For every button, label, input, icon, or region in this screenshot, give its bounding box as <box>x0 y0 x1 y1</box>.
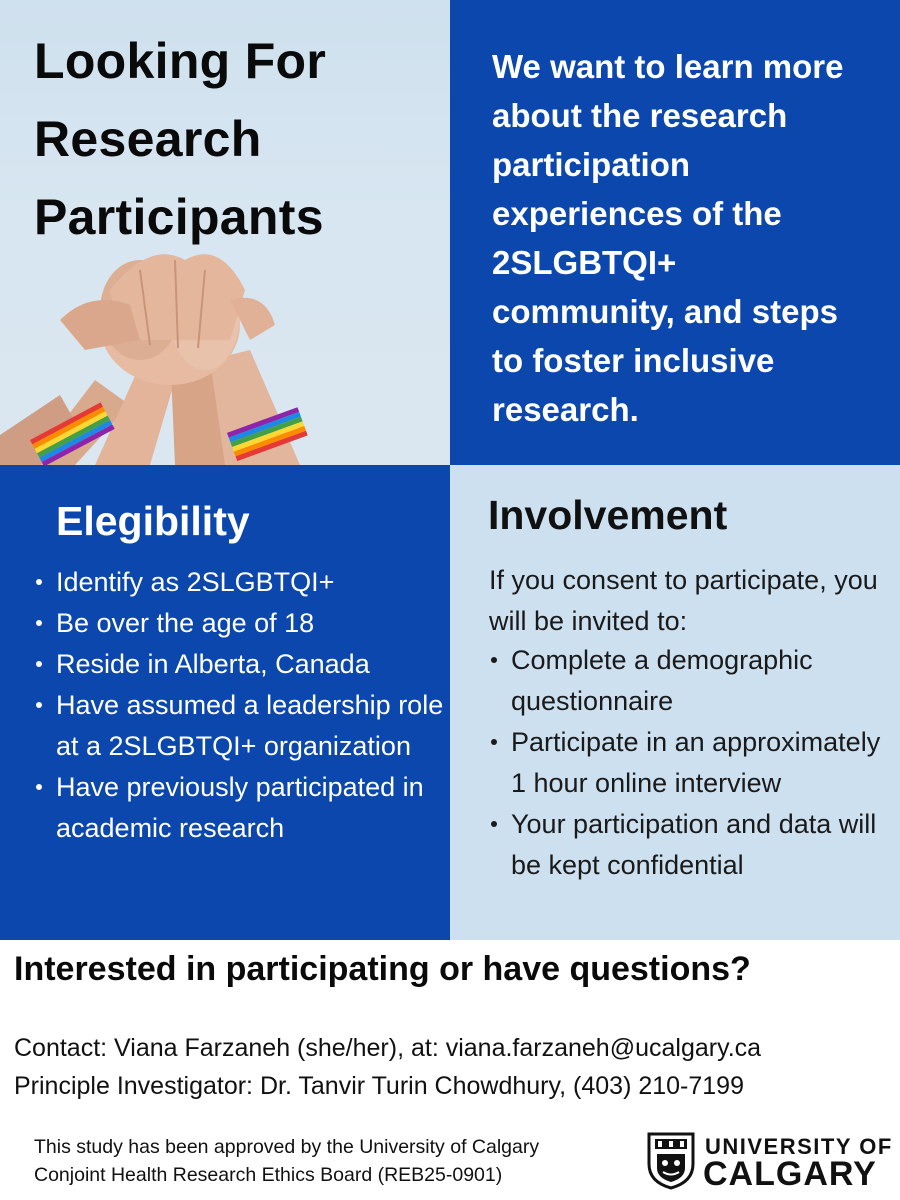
logo-text-top: UNIVERSITY OF <box>705 1134 893 1159</box>
intro-line: experiences of the <box>492 195 782 232</box>
list-item: Have assumed a leadership role at a 2SLGBTQI+ organization <box>34 685 444 767</box>
intro-line: about the research <box>492 97 788 134</box>
list-item: Be over the age of 18 <box>34 603 444 644</box>
logo-text-bottom: CALGARY <box>703 1155 877 1193</box>
ethics-approval-note <box>34 1133 634 1189</box>
intro-line: to foster inclusive <box>492 342 775 379</box>
list-item: Participate in an approximately 1 hour online interview <box>489 722 889 804</box>
principal-investigator-line: Principle Investigator: Dr. Tanvir Turin Chowdhury, (403) 210-7199 <box>14 1072 744 1100</box>
approval-line: This study has been approved by the University of Calgary <box>34 1136 540 1158</box>
eligibility-heading: Elegibility <box>56 498 250 544</box>
title-line: Looking For <box>34 33 327 89</box>
raised-hands-image <box>0 230 320 465</box>
hero-photo-panel <box>0 0 450 465</box>
university-crest-icon <box>645 1130 697 1190</box>
eligibility-list <box>34 562 444 849</box>
poster-title <box>34 22 326 256</box>
involvement-intro: If you consent to participate, you will be invited to: <box>489 565 878 636</box>
title-line: Research <box>34 111 262 167</box>
list-item: Your participation and data will be kept confidential <box>489 804 889 886</box>
list-item: Reside in Alberta, Canada <box>34 644 444 685</box>
intro-line: participation <box>492 146 691 183</box>
intro-line: community, and steps <box>492 293 838 330</box>
intro-line: 2SLGBTQI+ <box>492 244 677 281</box>
list-item: Have previously participated in academic research <box>34 767 444 849</box>
involvement-heading: Involvement <box>488 492 728 538</box>
university-logo <box>645 1130 893 1193</box>
intro-line: research. <box>492 391 639 428</box>
approval-line: Conjoint Health Research Ethics Board (REB25-0901) <box>34 1164 503 1186</box>
list-item: Identify as 2SLGBTQI+ <box>34 562 444 603</box>
involvement-list <box>489 640 889 886</box>
intro-statement <box>492 42 882 434</box>
intro-line: We want to learn more <box>492 48 844 85</box>
list-item: Complete a demographic questionnaire <box>489 640 889 722</box>
contact-heading: Interested in participating or have questions? <box>14 950 751 988</box>
contact-line: Contact: Viana Farzaneh (she/her), at: viana.farzaneh@ucalgary.ca <box>14 1034 762 1062</box>
title-line: Participants <box>34 189 324 245</box>
